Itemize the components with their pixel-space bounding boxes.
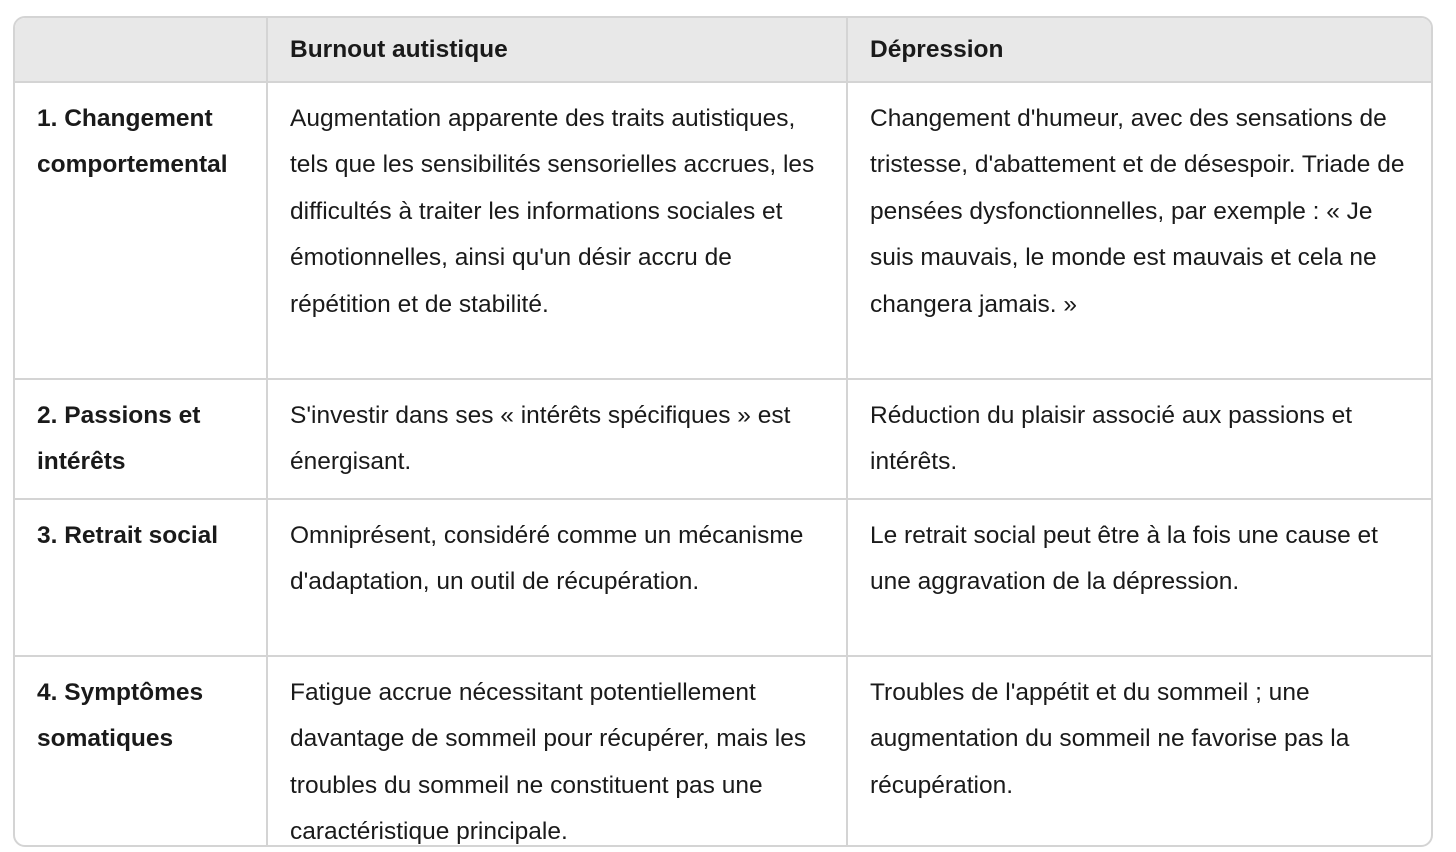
- burnout-text: Omniprésent, considéré comme un mécanisme d'adaptation, un outil de récupération.: [290, 521, 804, 596]
- row-label-text: 1. Changement comportemental: [37, 105, 228, 179]
- table-row: [15, 82, 1431, 379]
- row-label: [15, 379, 267, 499]
- depression-text: Réduction du plaisir associé aux passions et intérêts.: [870, 402, 1353, 476]
- header-burnout: Burnout autistique: [267, 18, 847, 82]
- header-depression: Dépression: [847, 18, 1431, 82]
- row-label: [15, 82, 267, 379]
- comparison-table: [13, 16, 1433, 847]
- row-label: [15, 499, 267, 656]
- table-header-row: [15, 18, 1431, 82]
- header-empty-cell: [15, 18, 267, 82]
- burnout-cell: [267, 82, 847, 379]
- burnout-cell: [267, 499, 847, 656]
- table-row: [15, 379, 1431, 499]
- depression-cell: [847, 656, 1431, 847]
- table-row: [15, 499, 1431, 656]
- burnout-text: Augmentation apparente des traits autistiques, tels que les sensibilités sensorielles accrues, les difficultés à traiter les informations sociales et émotionnelles, ainsi qu'un désir accru de répétition et de stabilité.: [290, 105, 815, 318]
- burnout-cell: [267, 656, 847, 847]
- depression-cell: [847, 499, 1431, 656]
- burnout-text: S'investir dans ses « intérêts spécifiques » est énergisant.: [290, 402, 791, 476]
- depression-text: Le retrait social peut être à la fois une cause et une aggravation de la dépression.: [870, 521, 1378, 596]
- burnout-cell: [267, 379, 847, 499]
- burnout-text: Fatigue accrue nécessitant potentiellement davantage de sommeil pour récupérer, mais les troubles du sommeil ne constituent pas une caractéristique principale.: [290, 678, 807, 846]
- row-label: [15, 656, 267, 847]
- depression-cell: [847, 379, 1431, 499]
- row-label-text: 2. Passions et intérêts: [37, 402, 201, 476]
- depression-text: Changement d'humeur, avec des sensations de tristesse, d'abattement et de désespoir. Triade de pensées dysfonctionnelles, par exemple : « Je suis mauvais, le monde est mauvais et cela ne changera jamais. »: [870, 105, 1405, 318]
- row-label-text: 4. Symptômes somatiques: [37, 678, 204, 753]
- depression-text: Troubles de l'appétit et du sommeil ; une augmentation du sommeil ne favorise pas la récupération.: [870, 678, 1350, 799]
- row-label-text: 3. Retrait social: [37, 521, 219, 549]
- table-row: [15, 656, 1431, 847]
- comparison-table-grid: [15, 18, 1431, 847]
- depression-cell: [847, 82, 1431, 379]
